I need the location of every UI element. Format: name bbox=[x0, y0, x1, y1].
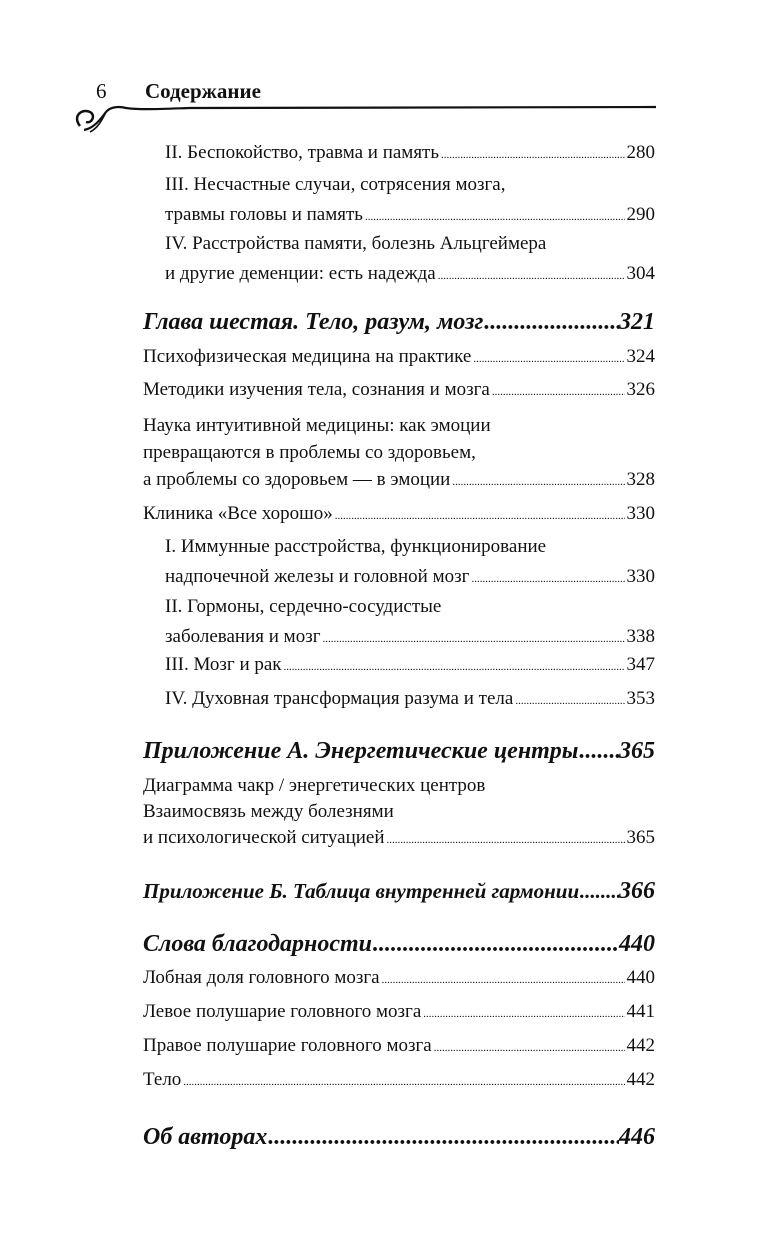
running-header bbox=[0, 0, 768, 140]
toc-page-number: 330 bbox=[626, 566, 655, 587]
toc-entry-line: Взаимосвязь между болезнями bbox=[143, 801, 394, 822]
toc-entry-title: Лобная доля головного мозга bbox=[143, 967, 380, 988]
dot-leader bbox=[335, 501, 625, 531]
dot-leader bbox=[284, 652, 625, 682]
toc-entry-title: Тело bbox=[143, 1069, 182, 1090]
toc-page-number: 442 bbox=[626, 1035, 655, 1056]
dot-leader bbox=[579, 874, 619, 908]
toc-entry-title: травмы головы и память bbox=[165, 204, 363, 225]
toc-entry-line: III. Несчастные случаи, сотрясения мозга, bbox=[165, 174, 506, 195]
toc-chapter-entry[interactable] bbox=[143, 927, 655, 961]
toc-entry[interactable] bbox=[143, 963, 655, 993]
toc-leader-line bbox=[165, 650, 655, 680]
toc-entry[interactable] bbox=[143, 499, 655, 529]
toc-leader-line bbox=[165, 622, 655, 652]
toc-chapter-entry[interactable] bbox=[143, 734, 655, 768]
toc-entry-line: превращаются в проблемы со здоровьем, bbox=[143, 442, 476, 463]
toc-page-number: 326 bbox=[626, 379, 655, 400]
toc-leader-line bbox=[143, 823, 655, 853]
dot-leader bbox=[434, 1033, 625, 1063]
flourish-ornament-icon bbox=[70, 98, 670, 138]
dot-leader bbox=[441, 140, 624, 170]
page-number: 6 bbox=[96, 79, 107, 103]
dot-leader bbox=[471, 564, 624, 594]
toc-leader-line bbox=[143, 734, 655, 768]
toc-chapter-title: Глава шестая. Тело, разум, мозг bbox=[143, 309, 484, 335]
toc-entry-title: Левое полушарие головного мозга bbox=[143, 1001, 422, 1022]
toc-leader-line bbox=[165, 200, 655, 230]
toc-page-number: 347 bbox=[626, 654, 655, 675]
toc-chapter-entry[interactable] bbox=[143, 874, 655, 908]
dot-leader bbox=[267, 1120, 619, 1154]
toc-entry[interactable] bbox=[143, 342, 655, 372]
toc-leader-line bbox=[165, 562, 655, 592]
toc-leader-line bbox=[143, 305, 655, 339]
toc-entry[interactable] bbox=[143, 997, 655, 1027]
dot-leader bbox=[483, 305, 619, 339]
toc-entry-title: Методики изучения тела, сознания и мозга bbox=[143, 379, 490, 400]
toc-leader-line bbox=[143, 963, 655, 993]
toc-entry[interactable] bbox=[143, 411, 655, 495]
toc-entry-title: а проблемы со здоровьем — в эмоции bbox=[143, 469, 451, 490]
toc-page-number: 328 bbox=[626, 469, 655, 490]
toc-leader-line bbox=[165, 684, 655, 714]
toc-chapter-title: Об авторах bbox=[143, 1124, 268, 1150]
toc-leader-line bbox=[143, 874, 655, 908]
toc-entry-title: заболевания и мозг bbox=[165, 626, 321, 647]
dot-leader bbox=[578, 734, 619, 768]
dot-leader bbox=[365, 202, 625, 232]
toc-entry[interactable] bbox=[165, 592, 655, 652]
toc-page-number: 441 bbox=[626, 1001, 655, 1022]
dot-leader bbox=[387, 825, 625, 855]
dot-leader bbox=[372, 927, 619, 961]
toc-entry-title: Правое полушарие головного мозга bbox=[143, 1035, 432, 1056]
toc-entry[interactable] bbox=[143, 1031, 655, 1061]
toc-entry-title: надпочечной железы и головной мозг bbox=[165, 566, 470, 587]
toc-entry-title: Клиника «Все хорошо» bbox=[143, 503, 333, 524]
toc-leader-line bbox=[143, 1120, 655, 1154]
toc-entry-line: Наука интуитивной медицины: как эмоции bbox=[143, 415, 491, 436]
toc-entry-title: II. Беспокойство, травма и память bbox=[165, 142, 440, 163]
toc-leader-line bbox=[143, 375, 655, 405]
toc-leader-line bbox=[143, 997, 655, 1027]
toc-page-number: 280 bbox=[626, 142, 655, 163]
toc-page-number: 440 bbox=[626, 967, 655, 988]
toc-page-number: 442 bbox=[626, 1069, 655, 1090]
toc-page-number: 338 bbox=[626, 626, 655, 647]
toc-entry-title: и психологической ситуацией bbox=[143, 827, 385, 848]
dot-leader bbox=[492, 377, 625, 407]
toc-entry[interactable] bbox=[165, 170, 655, 230]
toc-entry[interactable] bbox=[165, 650, 655, 680]
toc-entry-title: IV. Духовная трансформация разума и тела bbox=[165, 688, 514, 709]
toc-page-number: 324 bbox=[626, 346, 655, 367]
toc-chapter-entry[interactable] bbox=[143, 1120, 655, 1154]
dot-leader bbox=[473, 344, 624, 374]
running-title: Содержание bbox=[145, 79, 261, 103]
toc-page-number: 440 bbox=[619, 931, 655, 957]
toc-entry[interactable] bbox=[143, 1065, 655, 1095]
dot-leader bbox=[515, 686, 624, 716]
toc-chapter-title: Приложение А. Энергетические центры bbox=[143, 738, 579, 764]
toc-page-number: 366 bbox=[619, 878, 655, 904]
toc-leader-line bbox=[165, 259, 655, 289]
toc-page-number: 446 bbox=[619, 1124, 655, 1150]
toc-page-number: 365 bbox=[619, 738, 655, 764]
dot-leader bbox=[423, 999, 624, 1029]
toc-page-number: 321 bbox=[619, 309, 655, 335]
toc-entry-title: и другие деменции: есть надежда bbox=[165, 263, 436, 284]
toc-chapter-title: Слова благодарности bbox=[143, 931, 373, 957]
toc-page-number: 365 bbox=[626, 827, 655, 848]
toc-leader-line bbox=[143, 465, 655, 495]
dot-leader bbox=[183, 1067, 624, 1097]
dot-leader bbox=[452, 467, 624, 497]
toc-leader-line bbox=[143, 499, 655, 529]
toc-leader-line bbox=[143, 927, 655, 961]
toc-chapter-title: Приложение Б. Таблица внутренней гармонии bbox=[143, 879, 580, 903]
toc-entry[interactable] bbox=[165, 138, 655, 168]
toc-entry-line: I. Иммунные расстройства, функционирование bbox=[165, 536, 547, 557]
toc-page-number: 290 bbox=[626, 204, 655, 225]
toc-page-number: 304 bbox=[626, 263, 655, 284]
toc-entry[interactable] bbox=[165, 229, 655, 289]
dot-leader bbox=[438, 261, 625, 291]
toc-page-number: 353 bbox=[626, 688, 655, 709]
toc-leader-line bbox=[143, 1031, 655, 1061]
toc-page-number: 330 bbox=[626, 503, 655, 524]
toc-leader-line bbox=[143, 1065, 655, 1095]
toc-entry[interactable] bbox=[143, 375, 655, 405]
toc-leader-line bbox=[165, 138, 655, 168]
toc-entry[interactable] bbox=[165, 532, 655, 592]
toc-leader-line bbox=[143, 342, 655, 372]
toc-entry-title: Психофизическая медицина на практике bbox=[143, 346, 472, 367]
toc-entry-line: Диаграмма чакр / энергетических центров bbox=[143, 775, 486, 796]
toc-chapter-entry[interactable] bbox=[143, 305, 655, 339]
toc-entry[interactable] bbox=[143, 771, 655, 853]
toc-entry-line: II. Гормоны, сердечно-сосудистые bbox=[165, 596, 442, 617]
toc-entry-title: III. Мозг и рак bbox=[165, 654, 282, 675]
toc-entry[interactable] bbox=[165, 684, 655, 714]
dot-leader bbox=[382, 965, 625, 995]
toc-entry-line: IV. Расстройства памяти, болезнь Альцгеймера bbox=[165, 233, 547, 254]
